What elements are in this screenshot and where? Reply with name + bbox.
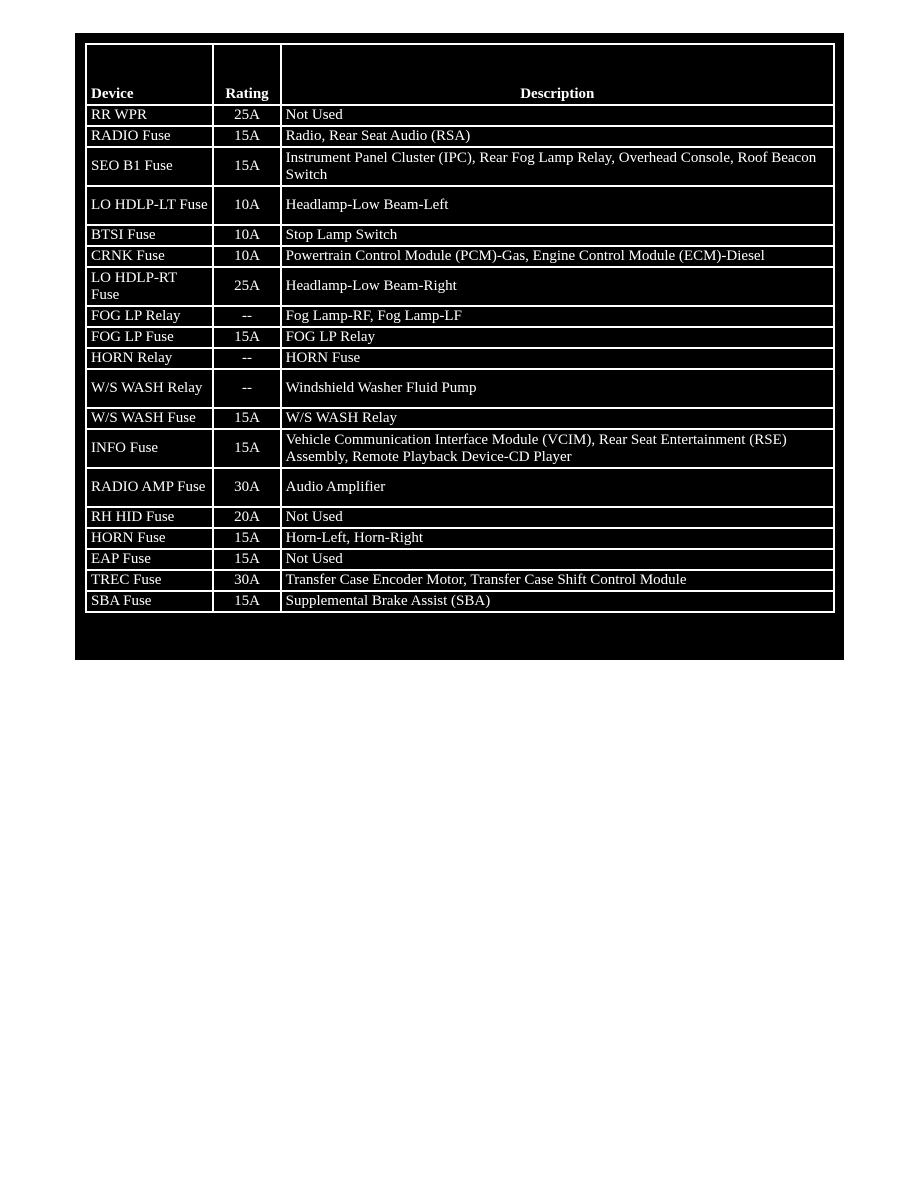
table-row [86,507,834,528]
cell-device: FOG LP Relay [86,306,213,327]
cell-rating: -- [213,306,280,327]
cell-description: Radio, Rear Seat Audio (RSA) [281,126,834,147]
cell-rating: 15A [213,429,280,468]
table-row [86,105,834,126]
table-row [86,327,834,348]
table-row [86,369,834,408]
cell-device: SBA Fuse [86,591,213,612]
table-row [86,549,834,570]
table-row [86,408,834,429]
cell-device: LO HDLP-LT Fuse [86,186,213,225]
cell-rating: 15A [213,408,280,429]
table-row [86,429,834,468]
cell-rating: 10A [213,186,280,225]
table-row [86,468,834,507]
cell-rating: 15A [213,147,280,186]
cell-device: RR WPR [86,105,213,126]
cell-description: Headlamp-Low Beam-Left [281,186,834,225]
cell-rating: 25A [213,267,280,306]
cell-device: SEO B1 Fuse [86,147,213,186]
cell-device: EAP Fuse [86,549,213,570]
cell-rating: 10A [213,225,280,246]
fuse-table [85,43,835,613]
cell-rating: 30A [213,570,280,591]
cell-device: LO HDLP-RT Fuse [86,267,213,306]
cell-device: TREC Fuse [86,570,213,591]
cell-device: W/S WASH Fuse [86,408,213,429]
table-body [86,105,834,612]
header-rating: Rating [213,44,280,105]
cell-description: Vehicle Communication Interface Module (VCIM), Rear Seat Entertainment (RSE) Assembly, Remote Playback Device-CD Player [281,429,834,468]
table-row [86,267,834,306]
cell-description: Windshield Washer Fluid Pump [281,369,834,408]
cell-description: FOG LP Relay [281,327,834,348]
cell-device: BTSI Fuse [86,225,213,246]
cell-description: Headlamp-Low Beam-Right [281,267,834,306]
table-row [86,570,834,591]
cell-description: Supplemental Brake Assist (SBA) [281,591,834,612]
cell-description: Instrument Panel Cluster (IPC), Rear Fog Lamp Relay, Overhead Console, Roof Beacon Switch [281,147,834,186]
cell-rating: -- [213,348,280,369]
fuse-table-panel [75,33,844,660]
table-row [86,186,834,225]
cell-rating: 10A [213,246,280,267]
cell-description: Fog Lamp-RF, Fog Lamp-LF [281,306,834,327]
cell-device: HORN Fuse [86,528,213,549]
table-row [86,147,834,186]
cell-device: RADIO Fuse [86,126,213,147]
cell-device: RADIO AMP Fuse [86,468,213,507]
cell-description: Transfer Case Encoder Motor, Transfer Case Shift Control Module [281,570,834,591]
cell-description: Horn-Left, Horn-Right [281,528,834,549]
table-row [86,246,834,267]
cell-description: W/S WASH Relay [281,408,834,429]
cell-device: W/S WASH Relay [86,369,213,408]
cell-description: Powertrain Control Module (PCM)-Gas, Engine Control Module (ECM)-Diesel [281,246,834,267]
cell-description: HORN Fuse [281,348,834,369]
cell-rating: 25A [213,105,280,126]
cell-rating: 20A [213,507,280,528]
cell-description: Not Used [281,105,834,126]
cell-rating: -- [213,369,280,408]
cell-rating: 15A [213,549,280,570]
cell-rating: 15A [213,327,280,348]
table-row [86,306,834,327]
cell-rating: 30A [213,468,280,507]
cell-rating: 15A [213,528,280,549]
table-row [86,591,834,612]
cell-device: FOG LP Fuse [86,327,213,348]
cell-device: INFO Fuse [86,429,213,468]
table-row [86,528,834,549]
cell-description: Audio Amplifier [281,468,834,507]
table-header-row [86,44,834,105]
cell-description: Not Used [281,549,834,570]
table-row [86,126,834,147]
header-device: Device [86,44,213,105]
header-description: Description [281,44,834,105]
cell-description: Not Used [281,507,834,528]
cell-device: RH HID Fuse [86,507,213,528]
cell-device: HORN Relay [86,348,213,369]
table-row [86,348,834,369]
table-row [86,225,834,246]
cell-rating: 15A [213,126,280,147]
cell-device: CRNK Fuse [86,246,213,267]
cell-rating: 15A [213,591,280,612]
cell-description: Stop Lamp Switch [281,225,834,246]
